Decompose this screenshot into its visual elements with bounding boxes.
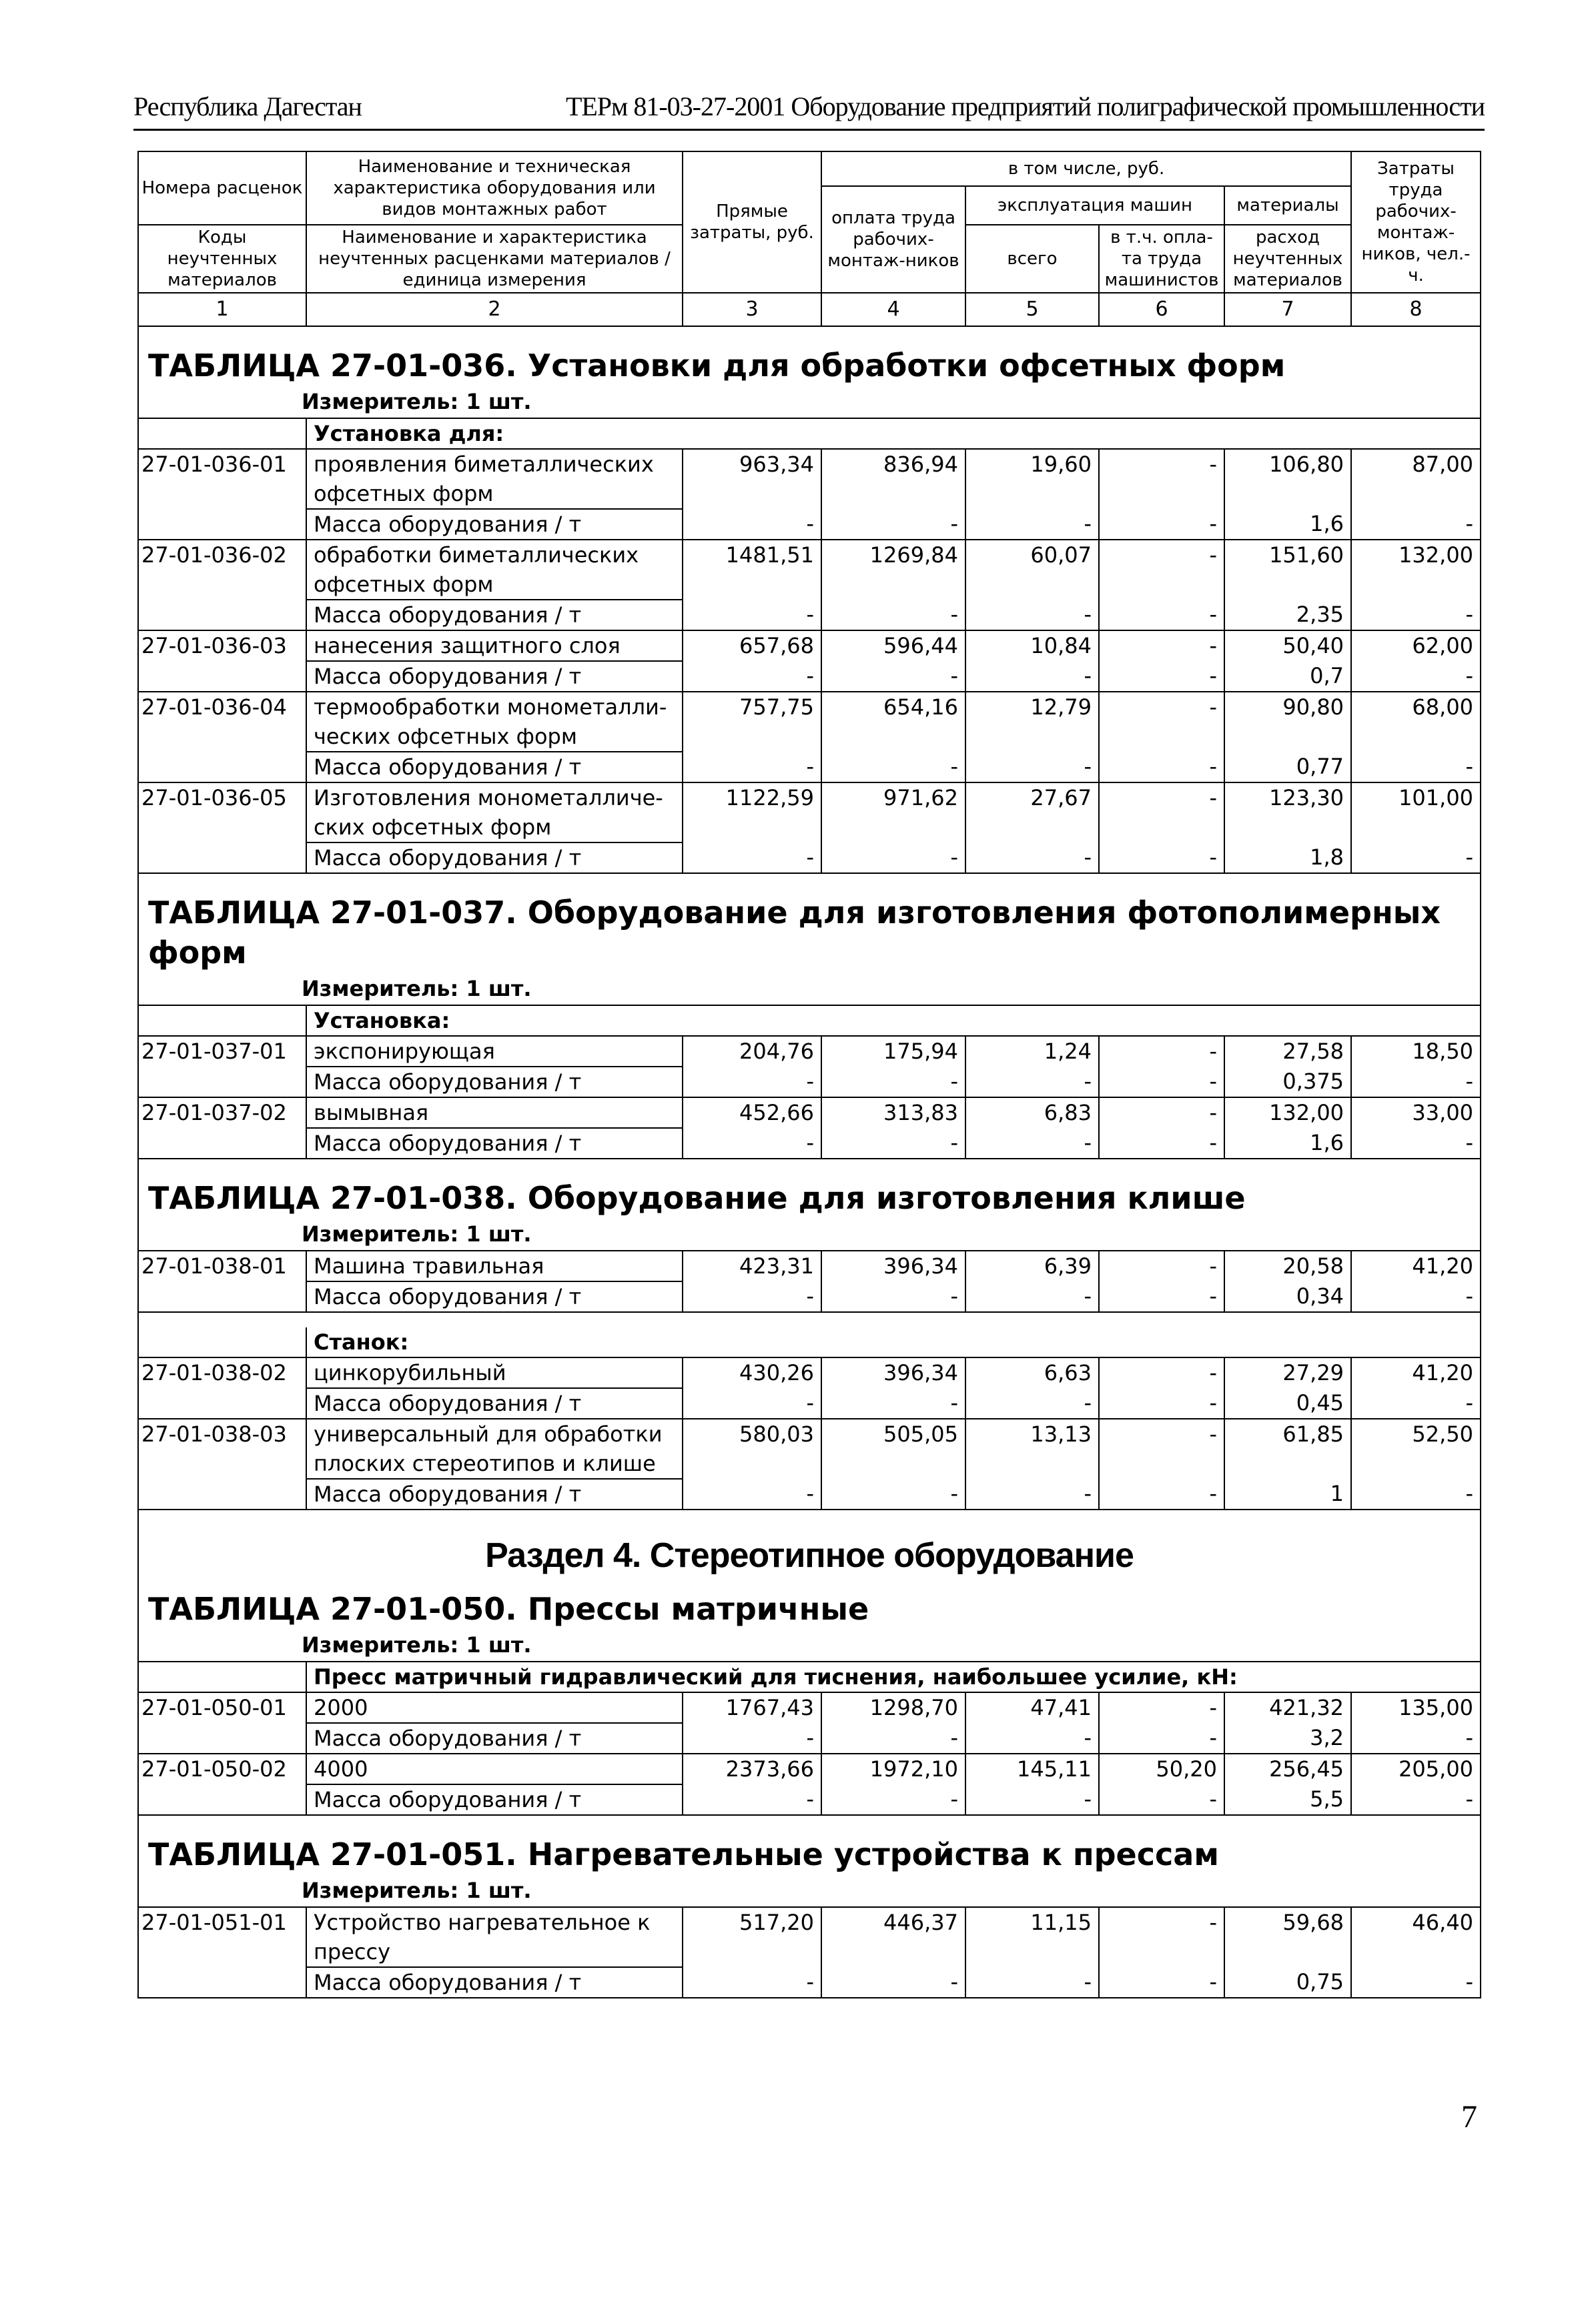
mass-value: - [965,1281,1099,1312]
table-measure: Измеритель: 1 шт. [302,1632,532,1658]
table-row [138,1036,1481,1067]
labor-hours-value: 52,50 [1351,1419,1481,1479]
mass-value: - [821,661,965,692]
direct-costs-value: 423,31 [683,1251,821,1281]
materials-value: 90,80 [1224,692,1351,752]
rate-code: 27-01-038-02 [138,1357,306,1388]
mass-value: 1 [1224,1479,1351,1510]
table-row [138,1754,1481,1784]
operators-pay-value: - [1099,1036,1224,1067]
mass-value: - [821,1723,965,1754]
rate-name: Машина травильная [306,1251,683,1281]
mass-value: - [1099,1784,1224,1815]
direct-costs-value: 1122,59 [683,782,821,842]
mass-value: 5,5 [1224,1784,1351,1815]
mass-value: - [1351,661,1481,692]
mass-value: - [683,600,821,630]
group-label: Установка для: [306,418,1481,449]
workers-pay-value: 654,16 [821,692,965,752]
machine-total-value: 12,79 [965,692,1099,752]
mass-value: - [821,1479,965,1510]
col-operators-pay: в т.ч. опла-та труда машинистов [1099,225,1224,293]
operators-pay-value: - [1099,692,1224,752]
table-row [138,1097,1481,1128]
rate-code: 27-01-037-01 [138,1036,306,1067]
mass-value: 1,6 [1224,509,1351,540]
table-row [138,540,1481,600]
labor-hours-value: 18,50 [1351,1036,1481,1067]
labor-hours-value: 101,00 [1351,782,1481,842]
mass-value: - [1099,1128,1224,1159]
group-label: Пресс матричный гидравлический для тиснения, наибольшее усилие, кН: [306,1662,1481,1692]
group-label: Установка: [306,1005,1481,1036]
workers-pay-value: 1298,70 [821,1692,965,1723]
operators-pay-value: - [1099,449,1224,509]
mass-label: Масса оборудования / т [306,1281,683,1312]
machine-total-value: 1,24 [965,1036,1099,1067]
mass-value: - [821,752,965,782]
mass-label: Масса оборудования / т [306,509,683,540]
labor-hours-value: 205,00 [1351,1754,1481,1784]
mass-value: - [683,1723,821,1754]
col-materials: материалы [1224,186,1351,225]
operators-pay-value: - [1099,782,1224,842]
mass-value: - [683,1067,821,1097]
rate-name: 2000 [306,1692,683,1723]
workers-pay-value: 836,94 [821,449,965,509]
mass-label: Масса оборудования / т [306,1967,683,1998]
rate-code: 27-01-036-05 [138,782,306,842]
rate-name: обработки биметаллических офсетных форм [306,540,683,600]
rate-code: 27-01-051-01 [138,1907,306,1967]
col-number: 5 [965,293,1099,326]
mass-row [138,842,1481,873]
mass-value: - [821,1128,965,1159]
materials-value: 421,32 [1224,1692,1351,1723]
mass-value: - [965,1067,1099,1097]
machine-total-value: 6,63 [965,1357,1099,1388]
rate-name: нанесения защитного слоя [306,630,683,661]
machine-total-value: 47,41 [965,1692,1099,1723]
direct-costs-value: 204,76 [683,1036,821,1067]
mass-value: - [1099,1067,1224,1097]
direct-costs-value: 1481,51 [683,540,821,600]
mass-row [138,1067,1481,1097]
table-measure: Измеритель: 1 шт. [302,1878,532,1903]
workers-pay-value: 446,37 [821,1907,965,1967]
mass-row [138,600,1481,630]
header-document-title: ТЕРм 81-03-27-2001 Оборудование предприятий полиграфической промышленности [565,91,1485,121]
workers-pay-value: 396,34 [821,1251,965,1281]
mass-value: - [1099,509,1224,540]
mass-value: - [1099,1723,1224,1754]
mass-row [138,509,1481,540]
direct-costs-value: 430,26 [683,1357,821,1388]
mass-value: - [821,842,965,873]
table-row [138,449,1481,509]
operators-pay-value: - [1099,1692,1224,1723]
mass-value: - [965,1967,1099,1998]
mass-value: - [965,509,1099,540]
direct-costs-value: 2373,66 [683,1754,821,1784]
table-title: ТАБЛИЦА 27-01-037. Оборудование для изготовления фотополимерных форм [148,895,1441,971]
rate-code: 27-01-036-03 [138,630,306,661]
col-including: в том числе, руб. [821,151,1351,186]
labor-hours-value: 62,00 [1351,630,1481,661]
mass-value: - [1099,1388,1224,1419]
mass-value: - [683,752,821,782]
mass-value: - [683,1967,821,1998]
materials-value: 151,60 [1224,540,1351,600]
mass-label: Масса оборудования / т [306,752,683,782]
rate-code: 27-01-036-01 [138,449,306,509]
direct-costs-value: 757,75 [683,692,821,752]
mass-value: - [683,1784,821,1815]
mass-value: - [1351,1388,1481,1419]
group-label: Станок: [306,1327,1481,1357]
rate-code: 27-01-038-03 [138,1419,306,1479]
col-number: 2 [306,293,683,326]
running-header [133,91,1485,131]
mass-value: - [1351,1128,1481,1159]
mass-value: - [965,842,1099,873]
table-row [138,1419,1481,1479]
labor-hours-value: 41,20 [1351,1251,1481,1281]
operators-pay-value: - [1099,1097,1224,1128]
mass-value: - [1351,1723,1481,1754]
operators-pay-value: 50,20 [1099,1754,1224,1784]
operators-pay-value: - [1099,540,1224,600]
mass-value: 0,75 [1224,1967,1351,1998]
labor-hours-value: 46,40 [1351,1907,1481,1967]
mass-value: - [821,1281,965,1312]
rate-name: экспонирующая [306,1036,683,1067]
machine-total-value: 60,07 [965,540,1099,600]
mass-value: - [683,1281,821,1312]
rate-name: вымывная [306,1097,683,1128]
table-row [138,782,1481,842]
machine-total-value: 145,11 [965,1754,1099,1784]
table-row [138,1692,1481,1723]
mass-label: Масса оборудования / т [306,600,683,630]
mass-row [138,1128,1481,1159]
rate-name: Изготовления монометалличе-ских офсетных форм [306,782,683,842]
machine-total-value: 27,67 [965,782,1099,842]
mass-value: 0,375 [1224,1067,1351,1097]
mass-value: - [1351,752,1481,782]
mass-value: 1,8 [1224,842,1351,873]
rate-name: термообработки монометалли-ческих офсетных форм [306,692,683,752]
table-measure: Измеритель: 1 шт. [302,389,532,414]
mass-value: 2,35 [1224,600,1351,630]
table-row [138,692,1481,752]
workers-pay-value: 1269,84 [821,540,965,600]
mass-value: - [821,1967,965,1998]
labor-hours-value: 33,00 [1351,1097,1481,1128]
mass-value: - [1351,1281,1481,1312]
rate-name: Устройство нагревательное к прессу [306,1907,683,1967]
mass-row [138,1967,1481,1998]
mass-value: - [965,600,1099,630]
rate-code: 27-01-050-02 [138,1754,306,1784]
mass-value: - [683,661,821,692]
mass-label: Масса оборудования / т [306,661,683,692]
materials-value: 27,58 [1224,1036,1351,1067]
mass-value: - [1099,752,1224,782]
mass-value: - [965,1128,1099,1159]
mass-value: - [821,1067,965,1097]
mass-value: - [1099,661,1224,692]
table-row [138,1357,1481,1388]
materials-value: 20,58 [1224,1251,1351,1281]
mass-row [138,661,1481,692]
mass-value: - [1351,842,1481,873]
mass-row [138,1784,1481,1815]
mass-value: - [1351,1784,1481,1815]
col-number: 3 [683,293,821,326]
materials-value: 61,85 [1224,1419,1351,1479]
materials-value: 59,68 [1224,1907,1351,1967]
mass-value: - [683,1388,821,1419]
direct-costs-value: 452,66 [683,1097,821,1128]
labor-hours-value: 87,00 [1351,449,1481,509]
operators-pay-value: - [1099,1907,1224,1967]
mass-value: - [1099,842,1224,873]
workers-pay-value: 1972,10 [821,1754,965,1784]
labor-hours-value: 68,00 [1351,692,1481,752]
mass-label: Масса оборудования / т [306,1128,683,1159]
direct-costs-value: 580,03 [683,1419,821,1479]
mass-value: - [1351,600,1481,630]
header-rule [133,129,1485,131]
mass-value: - [1099,600,1224,630]
mass-label: Масса оборудования / т [306,842,683,873]
mass-value: - [965,1784,1099,1815]
mass-value: 3,2 [1224,1723,1351,1754]
materials-value: 256,45 [1224,1754,1351,1784]
header-region: Республика Дагестан [133,91,362,121]
mass-value: - [683,842,821,873]
direct-costs-value: 657,68 [683,630,821,661]
rates-table [137,151,1481,1998]
mass-value: - [1099,1281,1224,1312]
labor-hours-value: 135,00 [1351,1692,1481,1723]
materials-value: 27,29 [1224,1357,1351,1388]
table-title: ТАБЛИЦА 27-01-036. Установки для обработки офсетных форм [148,348,1286,384]
mass-value: - [821,509,965,540]
col-equipment-name: Наименование и техническая характеристика оборудования или видов монтажных работ [306,151,683,225]
col-material-codes: Коды неучтенных материалов [138,225,306,293]
col-number: 1 [138,293,306,326]
mass-value: - [1351,1967,1481,1998]
direct-costs-value: 1767,43 [683,1692,821,1723]
mass-value: - [1351,509,1481,540]
mass-value: - [1099,1967,1224,1998]
mass-label: Масса оборудования / т [306,1067,683,1097]
rate-code: 27-01-036-02 [138,540,306,600]
mass-row [138,1281,1481,1312]
workers-pay-value: 313,83 [821,1097,965,1128]
rate-name: проявления биметаллических офсетных форм [306,449,683,509]
machine-total-value: 10,84 [965,630,1099,661]
mass-value: - [965,1388,1099,1419]
rate-code: 27-01-036-04 [138,692,306,752]
col-workers-pay: оплата труда рабочих-монтаж-ников [821,186,965,293]
col-number: 7 [1224,293,1351,326]
rate-code: 27-01-037-02 [138,1097,306,1128]
operators-pay-value: - [1099,1419,1224,1479]
table-header [138,151,1481,326]
workers-pay-value: 396,34 [821,1357,965,1388]
mass-value: - [1351,1479,1481,1510]
machine-total-value: 19,60 [965,449,1099,509]
materials-value: 106,80 [1224,449,1351,509]
mass-value: - [821,1388,965,1419]
rate-code: 27-01-038-01 [138,1251,306,1281]
labor-hours-value: 41,20 [1351,1357,1481,1388]
machine-total-value: 11,15 [965,1907,1099,1967]
table-measure: Измеритель: 1 шт. [302,976,532,1001]
mass-value: 0,45 [1224,1388,1351,1419]
operators-pay-value: - [1099,630,1224,661]
mass-value: - [965,752,1099,782]
mass-label: Масса оборудования / т [306,1723,683,1754]
mass-row [138,1388,1481,1419]
labor-hours-value: 132,00 [1351,540,1481,600]
mass-value: - [965,1723,1099,1754]
col-material-names: Наименование и характеристика неучтенных расценками материалов / единица измерения [306,225,683,293]
col-material-consumption: расход неучтенных материалов [1224,225,1351,293]
table-row [138,630,1481,661]
col-rate-numbers: Номера расценок [138,151,306,225]
col-number: 4 [821,293,965,326]
mass-value: 0,34 [1224,1281,1351,1312]
workers-pay-value: 596,44 [821,630,965,661]
mass-value: - [683,509,821,540]
operators-pay-value: - [1099,1357,1224,1388]
rate-code: 27-01-050-01 [138,1692,306,1723]
col-number: 8 [1351,293,1481,326]
operators-pay-value: - [1099,1251,1224,1281]
mass-value: - [965,1479,1099,1510]
mass-label: Масса оборудования / т [306,1388,683,1419]
rate-name: цинкорубильный [306,1357,683,1388]
mass-value: - [1099,1479,1224,1510]
mass-value: - [1351,1067,1481,1097]
workers-pay-value: 175,94 [821,1036,965,1067]
table-title: ТАБЛИЦА 27-01-038. Оборудование для изготовления клише [148,1180,1246,1216]
mass-value: 0,7 [1224,661,1351,692]
table-title: ТАБЛИЦА 27-01-051. Нагревательные устройства к прессам [148,1836,1219,1872]
workers-pay-value: 505,05 [821,1419,965,1479]
materials-value: 123,30 [1224,782,1351,842]
mass-value: - [683,1128,821,1159]
machine-total-value: 6,83 [965,1097,1099,1128]
table-title: ТАБЛИЦА 27-01-050. Прессы матричные [148,1591,869,1627]
section-heading: Раздел 4. Стереотипное оборудование [485,1536,1134,1575]
col-direct-costs: Прямые затраты, руб. [683,151,821,293]
materials-value: 132,00 [1224,1097,1351,1128]
mass-label: Масса оборудования / т [306,1784,683,1815]
column-numbers-row [138,293,1481,326]
mass-label: Масса оборудования / т [306,1479,683,1510]
workers-pay-value: 971,62 [821,782,965,842]
table-row [138,1251,1481,1281]
mass-value: - [965,661,1099,692]
rate-name: 4000 [306,1754,683,1784]
direct-costs-value: 963,34 [683,449,821,509]
mass-value: 0,77 [1224,752,1351,782]
mass-row [138,1479,1481,1510]
mass-value: - [683,1479,821,1510]
mass-value: 1,6 [1224,1128,1351,1159]
mass-value: - [821,1784,965,1815]
machine-total-value: 13,13 [965,1419,1099,1479]
table-row [138,1907,1481,1967]
page-number: 7 [1461,2099,1477,2135]
mass-value: - [821,600,965,630]
col-number: 6 [1099,293,1224,326]
mass-row [138,1723,1481,1754]
col-machine-total: всего [965,225,1099,293]
machine-total-value: 6,39 [965,1251,1099,1281]
rate-name: универсальный для обработки плоских стереотипов и клише [306,1419,683,1479]
table-measure: Измеритель: 1 шт. [302,1221,532,1247]
materials-value: 50,40 [1224,630,1351,661]
col-labor-hours: Затраты труда рабочих-монтаж-ников, чел.-ч. [1351,151,1481,293]
direct-costs-value: 517,20 [683,1907,821,1967]
mass-row [138,752,1481,782]
col-machine-operation: эксплуатация машин [965,186,1224,225]
